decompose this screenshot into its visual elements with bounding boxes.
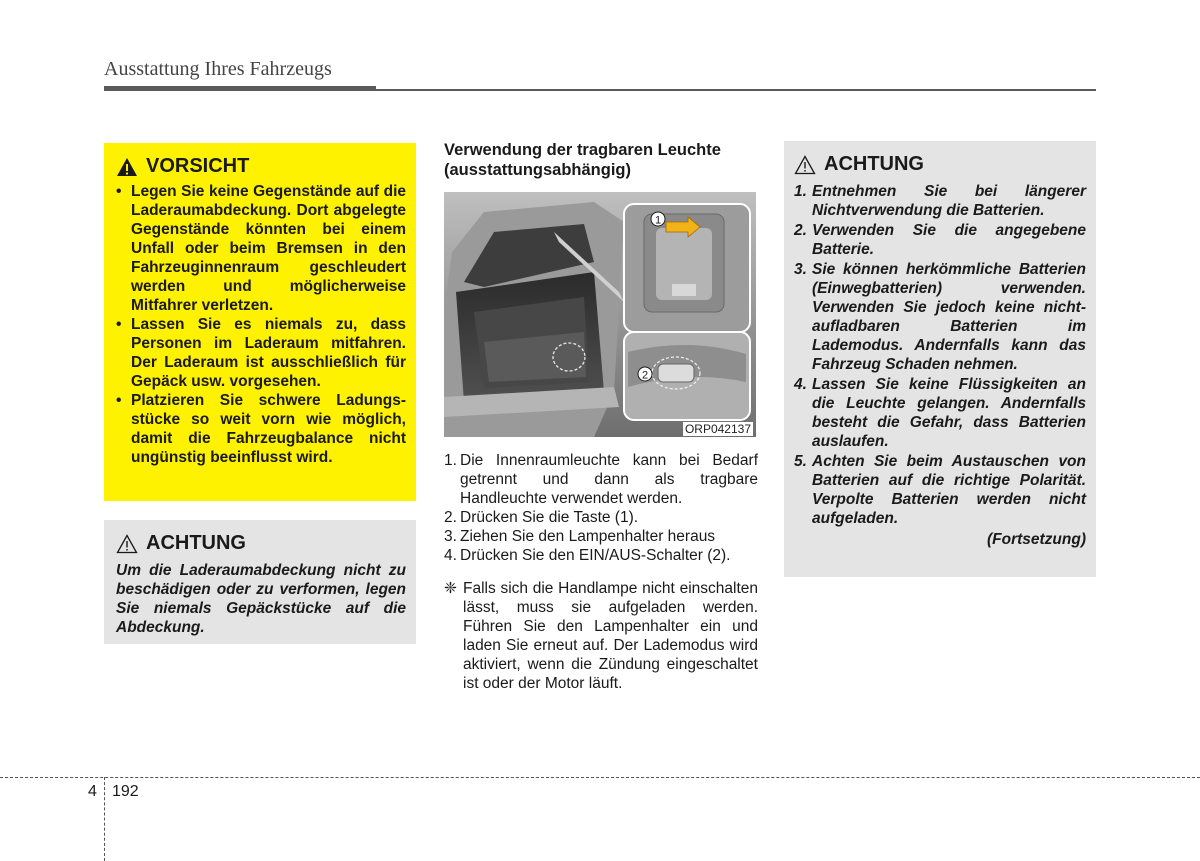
caution-box	[104, 143, 416, 501]
achtung-list	[794, 182, 1086, 528]
steps-list	[444, 451, 758, 565]
achtung-item-text: Entnehmen Sie bei längerer Nichtverwendung die Batterien.	[812, 183, 1086, 219]
achtung-text: Um die Laderaumabdeckung nicht zu beschädigen oder zu verformen, legen Sie niemals Gepäckstücke auf die Abdeckung.	[116, 562, 406, 636]
achtung-title: ACHTUNG	[824, 153, 924, 175]
achtung-item	[794, 182, 1086, 220]
step-item	[444, 546, 758, 565]
warning-triangle-icon	[116, 157, 138, 177]
achtung-item-number: 2.	[794, 222, 807, 239]
page-header-title: Ausstattung Ihres Fahrzeugs	[104, 58, 332, 80]
achtung-item-text: Verwenden Sie die angegebene Batterie.	[812, 222, 1086, 258]
caution-title-row	[116, 155, 406, 178]
caution-list	[116, 182, 406, 467]
step-number: 4.	[444, 547, 457, 564]
portable-lamp-figure	[444, 192, 756, 437]
achtung-box-right	[784, 141, 1096, 577]
caution-item: • Platzieren Sie schwere Ladungsstücke so weit vorn wie möglich, damit die Fahrzeugbalance nicht ungünstig beeinflusst wird.	[116, 391, 406, 467]
caution-title: VORSICHT	[146, 155, 250, 177]
achtung-title: ACHTUNG	[146, 532, 246, 554]
step-text: Drücken Sie den EIN/AUS-Schalter (2).	[460, 547, 731, 564]
footer-rule	[0, 777, 1200, 778]
achtung-item	[794, 260, 1086, 374]
continued-label: (Fortsetzung)	[986, 531, 1086, 548]
step-item	[444, 527, 758, 546]
step-text: Drücken Sie die Taste (1).	[460, 509, 639, 526]
achtung-item-text: Sie können herkömmliche Batterien (Einwegbatterien) verwenden. Verwenden Sie jedoch keine nicht-aufladbaren Batterien im Lademodus. Andernfalls kann das Fahrzeug Schaden nehmen.	[812, 261, 1086, 373]
step-number: 3.	[444, 528, 457, 545]
achtung-item	[794, 221, 1086, 259]
callout-2-label: 2	[641, 369, 649, 382]
achtung-item-text: Achten Sie beim Austauschen von Batterien auf die richtige Polarität. Verpolte Batterien werden nicht aufgeladen.	[812, 453, 1086, 527]
step-item	[444, 451, 758, 508]
page-number: 192	[112, 783, 139, 800]
achtung-item-text: Lassen Sie keine Flüssigkeiten an die Leuchte gelangen. Andernfalls besteht die Gefahr, dass Batterien auslaufen.	[812, 376, 1086, 450]
achtung-item-number: 4.	[794, 376, 807, 393]
achtung-title-row	[794, 153, 1086, 176]
achtung-item-number: 3.	[794, 261, 807, 278]
section-heading: Verwendung der tragbaren Leuchte (ausstattungsabhängig)	[444, 141, 721, 179]
achtung-item-number: 1.	[794, 183, 807, 200]
portable-lamp-section	[444, 140, 758, 693]
warning-triangle-outline-icon	[794, 155, 816, 175]
note-text: Falls sich die Handlampe nicht einschalten lässt, muss sie aufgeladen werden. Führen Sie den Lampenhalter ein und laden Sie erneut auf. Der Lademodus wird aktiviert, wenn die Zündung eingeschaltet ist oder der Motor läuft.	[463, 580, 758, 692]
footer-vertical-rule	[104, 777, 105, 861]
header-rule-thin	[376, 89, 1096, 91]
caution-item: • Lassen Sie es niemals zu, dass Personen im Laderaum mitfahren. Der Laderaum ist ausschließlich für Gepäck usw. vorgesehen.	[116, 315, 406, 391]
note-symbol-icon: ❈	[444, 580, 457, 597]
achtung-box-left	[104, 520, 416, 644]
caution-item: • Legen Sie keine Gegenstände auf die Laderaumabdeckung. Dort abgelegte Gegenstände könnten bei einem Unfall oder beim Bremsen in den Fahrzeuginnenraum geschleudert werden und möglicherweise Mitfahrer verletzen.	[116, 182, 406, 315]
step-item	[444, 508, 758, 527]
step-text: Die Innenraumleuchte kann bei Bedarf getrennt und dann als tragbare Handleuchte verwendet werden.	[460, 452, 758, 507]
step-number: 1.	[444, 452, 457, 469]
figure-code: ORP042137	[684, 422, 751, 436]
achtung-title-row	[116, 532, 406, 555]
section-number: 4	[88, 783, 97, 800]
achtung-item	[794, 375, 1086, 451]
step-number: 2.	[444, 509, 457, 526]
cargo-area-illustration	[444, 192, 756, 437]
achtung-item-number: 5.	[794, 453, 807, 470]
callout-1-label: 1	[654, 214, 662, 227]
note	[444, 579, 758, 693]
step-text: Ziehen Sie den Lampenhalter heraus	[460, 528, 716, 545]
warning-triangle-outline-icon	[116, 534, 138, 554]
header-rule-thick	[104, 86, 376, 91]
achtung-item	[794, 452, 1086, 528]
